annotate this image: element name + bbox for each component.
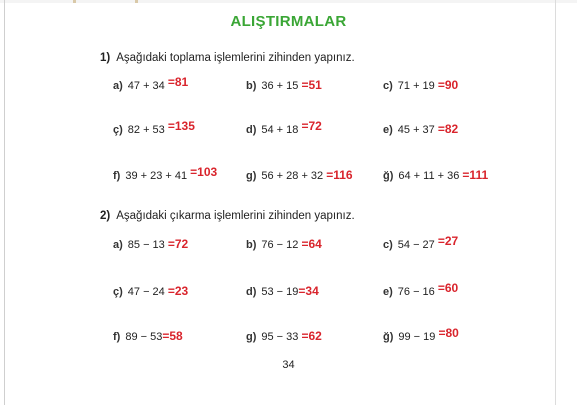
- problem-letter: e): [383, 286, 393, 298]
- handwritten-answer: =27: [437, 234, 459, 248]
- problem: [113, 165, 218, 182]
- problem-expression: 99 − 19: [398, 331, 439, 343]
- problem-letter: c): [383, 239, 393, 251]
- problem-expression: 36 + 15: [261, 80, 302, 92]
- problem-expression: 82 + 53: [127, 124, 168, 136]
- problem: [113, 237, 188, 251]
- problem-expression: 64 + 11 + 36: [398, 170, 463, 182]
- problem-expression: 54 − 27: [397, 239, 438, 251]
- section-number: 1): [100, 52, 111, 64]
- problem-expression: 85 − 13: [127, 239, 168, 251]
- problem-letter: b): [246, 80, 257, 92]
- handwritten-answer: =81: [167, 75, 189, 89]
- problem: [246, 284, 319, 298]
- section-number: 2): [100, 210, 111, 222]
- problem: [113, 119, 195, 136]
- handwritten-answer: =90: [437, 78, 459, 92]
- handwritten-answer: =64: [301, 237, 322, 251]
- problem-letter: d): [246, 124, 257, 136]
- problem-letter: a): [113, 80, 123, 92]
- problem-expression: 47 − 24: [127, 286, 168, 298]
- problem: [383, 122, 458, 136]
- problem-letter: ç): [113, 286, 123, 298]
- problem-expression: 76 − 16: [397, 286, 438, 298]
- problem: [383, 281, 459, 298]
- handwritten-answer: =34: [298, 284, 319, 298]
- handwritten-answer: =116: [326, 168, 353, 182]
- problem: [383, 168, 488, 182]
- problem-expression: 95 − 33: [261, 331, 302, 343]
- top-mark: [73, 0, 76, 3]
- section-heading-addition: [100, 52, 355, 64]
- handwritten-answer: =51: [301, 78, 322, 92]
- problem-expression: 53 − 19: [261, 286, 299, 298]
- problem: [246, 78, 322, 92]
- handwritten-answer: =62: [301, 329, 322, 343]
- problem-letter: ğ): [383, 331, 394, 343]
- top-edge: [0, 0, 577, 3]
- page-title: ALIŞTIRMALAR: [230, 13, 347, 30]
- problem: [246, 168, 353, 182]
- problem-expression: 45 + 37: [397, 124, 438, 136]
- problem-letter: c): [383, 80, 393, 92]
- section-instruction: Aşağıdaki çıkarma işlemlerini zihinden yapınız.: [116, 210, 355, 222]
- problem-letter: e): [383, 124, 393, 136]
- problem-expression: 71 + 19: [397, 80, 438, 92]
- problem: [113, 75, 189, 92]
- problem-letter: a): [113, 239, 123, 251]
- section-instruction: Aşağıdaki toplama işlemlerini zihinden yapınız.: [116, 52, 355, 64]
- page-right-edge: [555, 0, 556, 405]
- page-number: 34: [282, 359, 295, 371]
- handwritten-answer: =58: [162, 329, 183, 343]
- section-heading-subtraction: [100, 210, 355, 222]
- problem-letter: g): [246, 331, 257, 343]
- problem-expression: 89 − 53: [125, 331, 163, 343]
- top-mark: [135, 0, 138, 3]
- problem-letter: f): [113, 331, 121, 343]
- problem-expression: 54 + 18: [261, 124, 302, 136]
- problem-letter: g): [246, 170, 257, 182]
- handwritten-answer: =82: [437, 122, 459, 136]
- problem: [113, 284, 188, 298]
- page-left-edge: [4, 0, 5, 405]
- problem: [113, 329, 183, 343]
- handwritten-answer: =72: [167, 237, 189, 251]
- problem-letter: ç): [113, 124, 123, 136]
- problem-expression: 56 + 28 + 32: [261, 170, 327, 182]
- handwritten-answer: =111: [462, 168, 489, 182]
- problem: [246, 119, 322, 136]
- handwritten-answer: =80: [438, 326, 459, 340]
- problem: [383, 326, 459, 343]
- problem-expression: 47 + 34: [127, 80, 168, 92]
- problem: [246, 237, 322, 251]
- problem: [246, 329, 322, 343]
- problem: [383, 234, 459, 251]
- handwritten-answer: =72: [301, 119, 322, 133]
- problem-letter: b): [246, 239, 257, 251]
- problem-letter: f): [113, 170, 121, 182]
- problem-expression: 76 − 12: [261, 239, 302, 251]
- handwritten-answer: =23: [167, 284, 189, 298]
- problem-letter: d): [246, 286, 257, 298]
- problem-letter: ğ): [383, 170, 394, 182]
- handwritten-answer: =103: [190, 165, 218, 179]
- handwritten-answer: =135: [167, 119, 195, 133]
- handwritten-answer: =60: [437, 281, 459, 295]
- problem-expression: 39 + 23 + 41: [125, 170, 191, 182]
- problem: [383, 78, 458, 92]
